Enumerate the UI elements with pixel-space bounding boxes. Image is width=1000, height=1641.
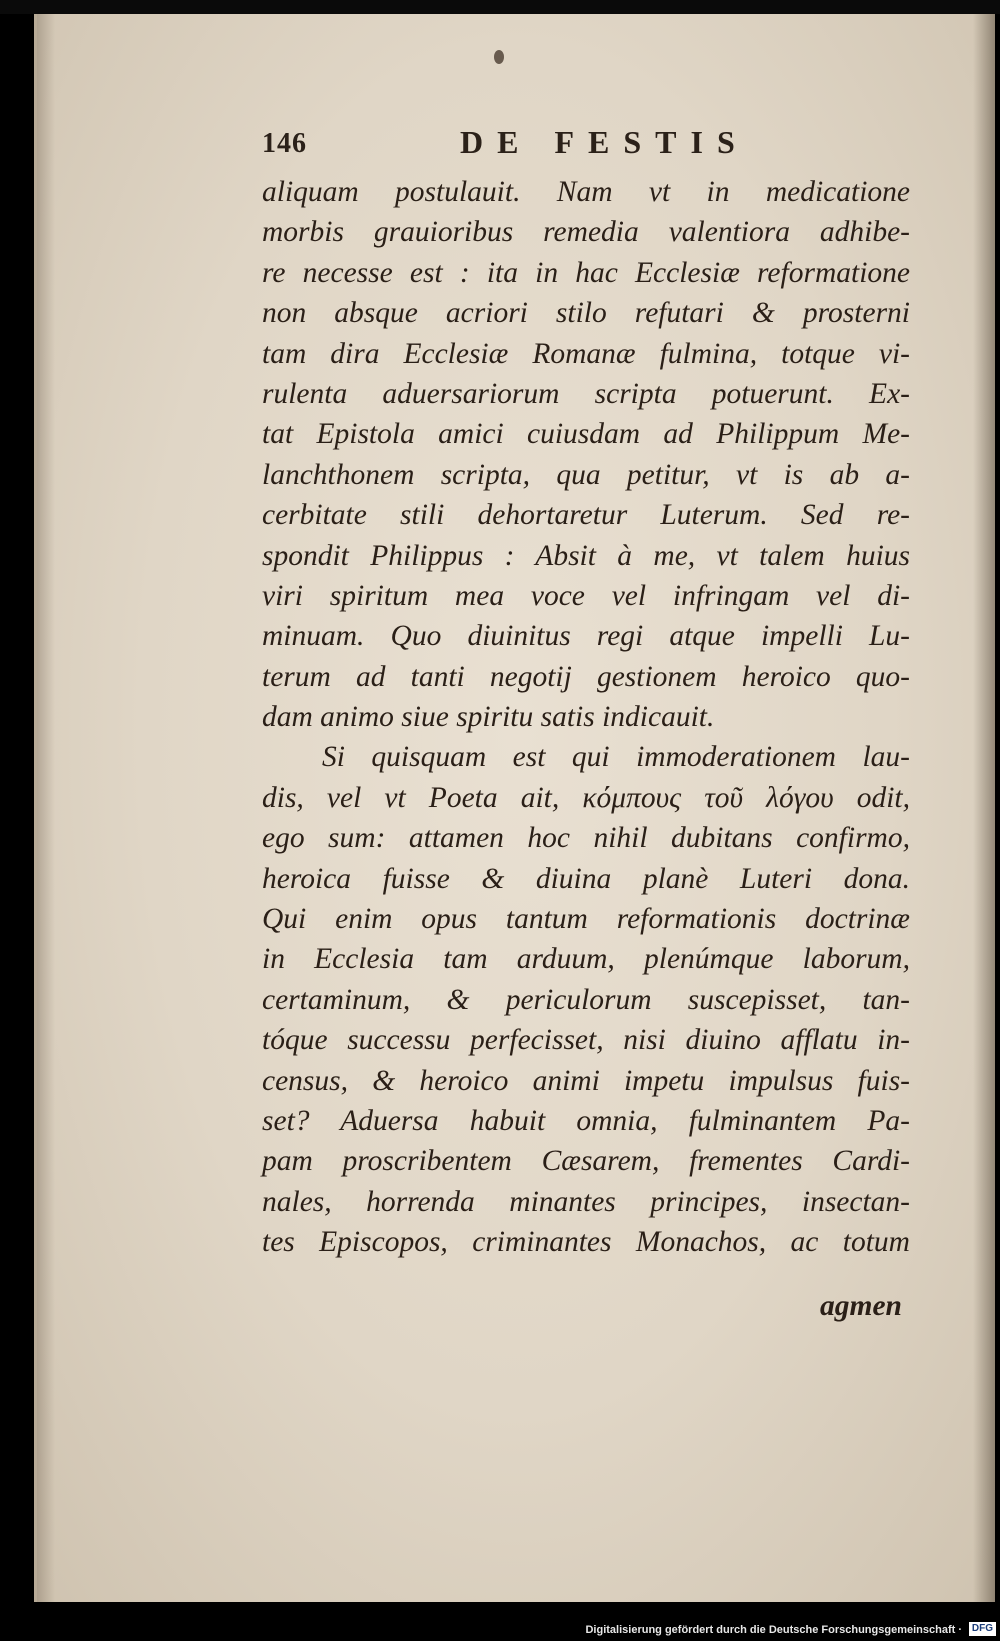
text-line: spondit Philippus : Absit à me, vt talem huius (262, 539, 910, 572)
text-line: non absque acriori stilo refutari & prosterni (262, 297, 910, 330)
text-line: minuam. Quo diuinitus regi atque impelli Lu- (262, 620, 910, 653)
text-line: Qui enim opus tantum reformationis doctrinæ (262, 903, 910, 936)
text-line: lanchthonem scripta, qua petitur, vt is ab a- (262, 458, 910, 491)
text-line: tam dira Ecclesiæ Romanæ fulmina, totque vi- (262, 337, 910, 370)
body-text (262, 172, 910, 1263)
text-line: rulenta aduersariorum scripta potuerunt. Ex- (262, 377, 910, 410)
text-line: certaminum, & periculorum suscepisset, tan- (262, 983, 910, 1016)
text-line: tat Epistola amici cuiusdam ad Philippum Me- (262, 418, 910, 451)
text-line: dam animo siue spiritu satis indicauit. (262, 701, 715, 734)
text-line: terum ad tanti negotij gestionem heroico quo- (262, 660, 910, 693)
text-line: viri spiritum mea voce vel infringam vel di- (262, 579, 910, 612)
page-number: 146 (262, 128, 307, 159)
gutter-shadow (37, 14, 55, 1602)
text-line: census, & heroico animi impetu impulsus fuis- (262, 1064, 910, 1097)
text-line: tóque successu perfecisset, nisi diuino afflatu in- (262, 1024, 910, 1057)
running-title: DE FESTIS (460, 124, 749, 160)
catchword: agmen (820, 1290, 902, 1322)
text-line: ego sum: attamen hoc nihil dubitans confirmo, (262, 822, 910, 855)
text-line: re necesse est : ita in hac Ecclesiæ reformatione (262, 256, 910, 289)
text-line: tes Episcopos, criminantes Monachos, ac totum (262, 1226, 910, 1259)
text-line: pam proscribentem Cæsarem, frementes Cardi- (262, 1145, 910, 1178)
ink-blot (494, 50, 504, 64)
dfg-logo: DFG (969, 1622, 996, 1636)
text-line: dis, vel vt Poeta ait, κόμπους τοῦ λόγου odit, (262, 781, 910, 814)
text-line: morbis grauioribus remedia valentiora adhibe- (262, 216, 910, 249)
text-line: cerbitate stili dehortaretur Luterum. Sed re- (262, 499, 910, 532)
text-line: in Ecclesia tam arduum, plenúmque laborum, (262, 943, 910, 976)
text-line: aliquam postulauit. Nam vt in medicatione (262, 176, 910, 208)
scan-border-top (0, 0, 1000, 14)
text-line: Si quisquam est qui immoderationem lau- (322, 741, 910, 774)
text-line: set? Aduersa habuit omnia, fulminantem Pa- (262, 1104, 910, 1137)
page-header (262, 124, 782, 164)
funding-credit: Digitalisierung gefördert durch die Deutsche Forschungsgemeinschaft · (585, 1624, 962, 1636)
edge-shadow (973, 14, 995, 1602)
text-line: nales, horrenda minantes principes, insectan- (262, 1185, 910, 1218)
text-line: heroica fuisse & diuina planè Luteri dona. (262, 862, 910, 895)
